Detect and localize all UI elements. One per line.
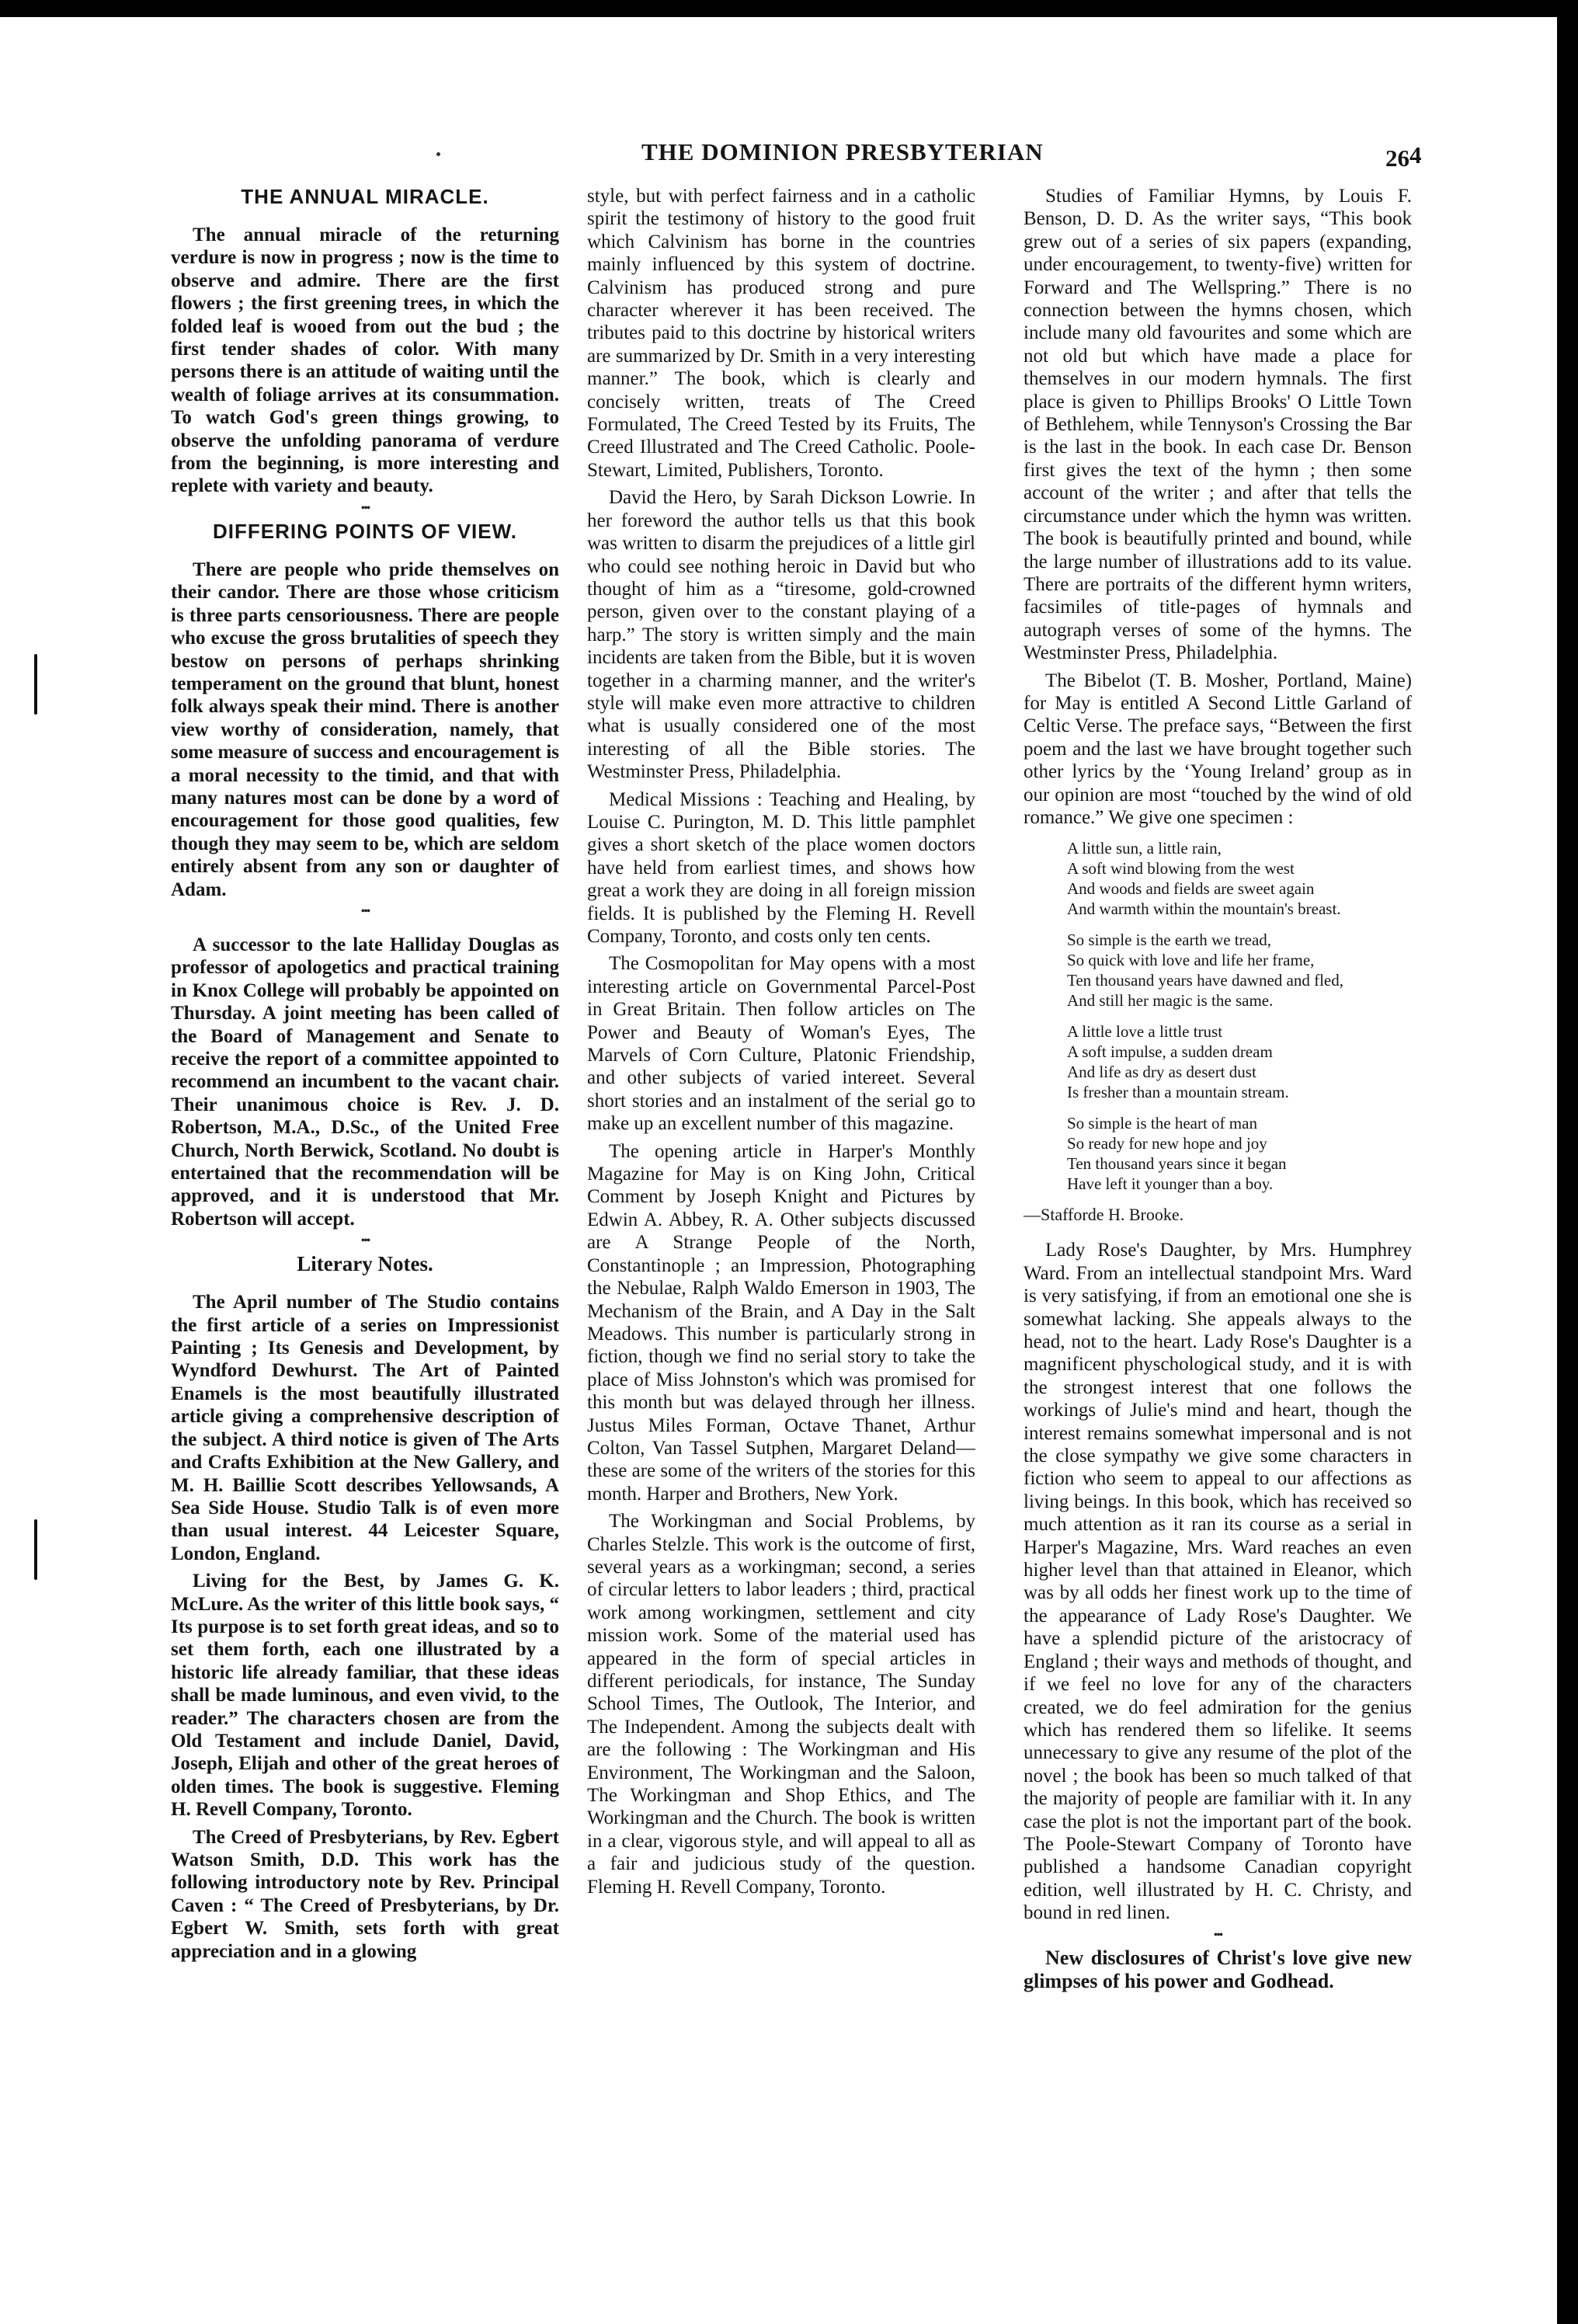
- poem-stanza: [1067, 1113, 1412, 1194]
- column-left: [171, 185, 559, 1967]
- poem-line: And woods and fields are sweet again: [1067, 879, 1315, 899]
- heading-differing-points: DIFFERING POINTS OF VIEW.: [213, 519, 517, 543]
- note-medical-missions: Medical Missions : Teaching and Healing, by Louise C. Purington, M. D. This little pamphlet gives a short sketch of the place women doctors have held from earliest times, and shows how great a work they are doing in all foreign mission fields. It is published by the Fleming H. Revell Company, Toronto, and costs only ten cents.: [587, 788, 975, 947]
- note-creed-continued: style, but with perfect fairness and in a catholic spirit the testimony of history to the good fruit which Calvinism has borne in the countries mainly influenced by this system of doctrine. Calvinism has produced strong and pure character wherever it has been received. The tributes paid to this doctrine by historical writers are summarized by Dr. Smith in a very interesting manner.” The book, which is clearly and concisely written, treats of The Creed Formulated, The Creed Tested by its Fruits, The Creed Illustrated and The Creed Catholic. Poole-Stewart, Limited, Publishers, Toronto.: [587, 186, 975, 481]
- heading-literary-notes: Literary Notes.: [297, 1252, 433, 1276]
- poem-line: So quick with love and life her frame,: [1067, 951, 1315, 970]
- running-head: THE DOMINION PRESBYTERIAN: [641, 138, 1044, 165]
- poem-line: So simple is the heart of man: [1067, 1114, 1257, 1133]
- heading-annual-miracle: THE ANNUAL MIRACLE.: [241, 185, 489, 208]
- poem-line: So simple is the earth we tread,: [1067, 931, 1272, 950]
- poem-line: And life as dry as desert dust: [1067, 1063, 1256, 1082]
- poem-line: A little sun, a little rain,: [1067, 839, 1222, 858]
- note-creed-of-presbyterians: The Creed of Presbyterians, by Rev. Egbert Watson Smith, D.D. This work has the following introductory note by Rev. Principal Caven : “ The Creed of Presbyterians, by Dr. Egbert W. Smith, sets forth with great appreciation and in a glowing: [171, 1826, 559, 1962]
- note-studio: The April number of The Studio contains the first article of a series on Impressionist Painting ; Its Genesis and Development, by Wyndford Dewhurst. The Art of Painted Enamels is the most beautifully illustrated article giving a comprehensive description of the subject. A third notice is given of The Arts and Crafts Exhibition at the New Gallery, and M. H. Baillie Scott describes Yellowsands, A Sea Side House. Studio Talk is of even more than usual interest. 44 Leicester Square, London, England.: [171, 1292, 559, 1564]
- poem-line: So ready for new hope and joy: [1067, 1134, 1267, 1153]
- separator: •••: [360, 904, 370, 918]
- poem-stanza: [1067, 1021, 1412, 1102]
- poem-attribution: —Stafforde H. Brooke.: [1024, 1205, 1184, 1225]
- note-cosmopolitan: The Cosmopolitan for May opens with a most interesting article on Governmental Parcel-Post in Great Britain. Then follow articles on The Power and Beauty of Woman's Eyes, The Marvels of Corn Culture, Platonic Friendship, and other subjects of varied intereet. Several short stories and an instalment of the serial go to make up an excellent number of this magazine.: [587, 953, 975, 1135]
- note-david-the-hero: David the Hero, by Sarah Dickson Lowrie. In her foreword the author tells us that this book was written to disarm the prejudices of a little girl who could see nothing heroic in David but who thought of him as a “tiresome, gold-crowned person, given over to the constant playing of a harp.” The story is written simply and the main incidents are taken from the Bible, but it is woven together in a charming manner, and the writer's style will make even more attractive to children what is usually considered one of the most interesting of all the Bible stories. The Westminster Press, Philadelphia.: [587, 487, 975, 783]
- separator: •••: [360, 1234, 370, 1248]
- scan-top-border: [0, 0, 1578, 17]
- margin-mark: [34, 654, 37, 715]
- closing-maxim: New disclosures of Christ's love give new glimpses of his power and Godhead.: [1024, 1946, 1412, 1992]
- poem: [1024, 838, 1412, 1225]
- poem-stanza: [1067, 838, 1412, 919]
- poem-line: Ten thousand years have dawned and fled,: [1067, 971, 1343, 990]
- note-living-for-the-best: Living for the Best, by James G. K. McLure. As the writer of this little book says, “ Its purpose is to set forth great ideas, and so to set them forth, each one illustrated by a historic life already familiar, that these ideas shall be made luminous, and even vivid, to the reader.” The characters chosen are from the Old Testament and include Daniel, David, Joseph, Elijah and other of the great heroes of olden times. The book is suggestive. Fleming H. Revell Company, Toronto.: [171, 1571, 559, 1821]
- note-workingman: The Workingman and Social Problems, by Charles Stelzle. This work is the outcome of first, several years as a workingman; second, a series of circular letters to labor leaders ; third, practical work among workingmen, settlement and city mission work. Some of the material used has appeared in the form of special articles in different periodicals, for instance, The Sunday School Times, The Outlook, The Interior, and The Independent. Among the subjects dealt with are the following : The Workingman and His Environment, The Workingman and the Saloon, The Workingman and Shop Ethics, and The Workingman and the Church. The book is written in a clear, vigorous style, and will appeal to all as a fair and judicious study of the question. Fleming H. Revell Company, Toronto.: [587, 1511, 975, 1898]
- poem-line: And warmth within the mountain's breast.: [1067, 899, 1341, 919]
- article-annual-miracle: The annual miracle of the returning verdure is now in progress ; now is the time to observe and admire. There are the first flowers ; the first greening trees, in which the folded leaf is wooed from out the bud ; the first tender shades of color. With many persons there is an attitude of waiting until the wealth of foliage arrives at its consummation. To watch God's green things growing, to observe the unfolding panorama of verdure from the beginning, is more interesting and replete with variety and beauty.: [171, 224, 559, 497]
- poem-line: A soft wind blowing from the west: [1067, 859, 1295, 878]
- poem-line: Have left it younger than a boy.: [1067, 1174, 1274, 1194]
- poem-line: Is fresher than a mountain stream.: [1067, 1083, 1289, 1102]
- note-harpers: The opening article in Harper's Monthly Magazine for May is on King John, Critical Comment by Joseph Knight and Pictures by Edwin A. Abbey, R. A. Other subjects discussed are A Strange People of the North, Constantinople ; an Impression, Photographing the Nebulae, Ralph Waldo Emerson in 1903, The Mechanism of the Brain, and A Day in the Salt Meadows. This number is particularly strong in fiction, though we find no serial story to take the place of Miss Johnston's which was promised for this month but was delayed through her illness. Justus Miles Forman, Octave Thanet, Arthur Colton, Van Tassel Sutphen, Margaret Deland—these are some of the writers of the stories for this month. Harper and Brothers, New York.: [587, 1140, 975, 1505]
- ink-speck: [436, 152, 440, 156]
- note-familiar-hymns: Studies of Familiar Hymns, by Louis F. Benson, D. D. As the writer says, “This book grew out of a series of six papers (expanding, under encouragement, to twenty-five) written for Forward and The Wellspring.” There is no connection between the hymns chosen, which include many old favourites and some which are not old but which have made a place for themselves in our modern hymnals. The first place is given to Phillips Brooks' O Little Town of Bethlehem, while Tennyson's Crossing the Bar is the last in the book. In each case Dr. Benson first gives the text of the hymn ; then some account of the writer ; and after that tells the circumstance under which the hymn was written. The book is beautifully printed and bound, while the large number of illustrations add to its value. There are portraits of the different hymn writers, facsimiles of title-pages of hymnals and autograph verses of some of the hymns. The Westminster Press, Philadelphia.: [1024, 186, 1412, 664]
- poem-stanza: [1067, 930, 1412, 1011]
- poem-line: And still her magic is the same.: [1067, 991, 1274, 1011]
- note-bibelot: The Bibelot (T. B. Mosher, Portland, Maine) for May is entitled A Second Little Garland of Celtic Verse. The preface says, “Between the first poem and the last we have brought together such other lyrics by the ‘Young Ireland’ group as in our opinion are most “touched by the wind of old romance.” We give one specimen :: [1024, 670, 1412, 828]
- note-lady-roses-daughter: Lady Rose's Daughter, by Mrs. Humphrey Ward. From an intellectual standpoint Mrs. Ward is very satisfying, if from an emotional one she is somewhat lacking. She appeals always to the head, not to the heart. Lady Rose's Daughter is a magnificent physchological study, and it is with the strongest interest that one follows the workings of Julie's mind and heart, though the interest remains somewhat impersonal and is not the close sympathy we give some characters in fiction who seem to appeal to our affections as living beings. In this book, which has received so much attention as it ran its course as a serial in Harper's Magazine, Mrs. Ward reaches an even higher level than that attained in Eleanor, which was by all odds her finest work up to the time of the appearance of Lady Rose's Daughter. We have a splendid picture of the aristocracy of England ; their ways and methods of thought, and if we feel no love for any of the characters created, we do feel admiration for the genius which has rendered them so lifelike. It seems unnecessary to give any resume of the plot of the novel ; the book has been so much talked of that the majority of people are familiar with it. In any case the plot is not the important part of the book. The Poole-Stewart Company of Toronto have published a handsome Canadian copyright edition, well illustrated by H. C. Christy, and bound in red linen.: [1024, 1240, 1412, 1924]
- separator: •••: [360, 501, 370, 515]
- separator: •••: [1213, 1928, 1222, 1942]
- poem-line: A soft impulse, a sudden dream: [1067, 1042, 1273, 1062]
- article-successor: A successor to the late Halliday Douglas as professor of apologetics and practical training in Knox College will probably be appointed on Thursday. A joint meeting has been called of the Board of Management and Senate to receive the report of a committee appointed to recommend an incumbent to the vacant chair. Their unanimous choice is Rev. J. D. Robertson, M.A., D.Sc., of the United Free Church, North Berwick, Scotland. No doubt is entertained that the recommendation will be approved, and it is understood that Mr. Robertson will accept.: [171, 934, 559, 1230]
- margin-mark: [34, 1519, 37, 1580]
- column-right: [1024, 185, 1412, 1993]
- scan-right-border: [1557, 0, 1578, 2324]
- poem-line: A little love a little trust: [1067, 1022, 1223, 1042]
- page-number: 264: [1385, 141, 1422, 172]
- poem-line: Ten thousand years since it began: [1067, 1154, 1287, 1174]
- column-middle: [587, 185, 975, 1903]
- article-differing-points: There are people who pride themselves on their candor. There are those whose criticism is three parts censoriousness. There are people who excuse the gross brutalities of speech they bestow on persons of perhaps shrinking temperament on the ground that blunt, honest folk always speak their mind. There is another view worthy of consideration, namely, that some measure of success and encouragement is a moral necessity to the timid, and that with many natures most can be done by a word of encouragement for those good qualities, few though they may seem to be, which are seldom entirely absent from any son or daughter of Adam.: [171, 558, 559, 900]
